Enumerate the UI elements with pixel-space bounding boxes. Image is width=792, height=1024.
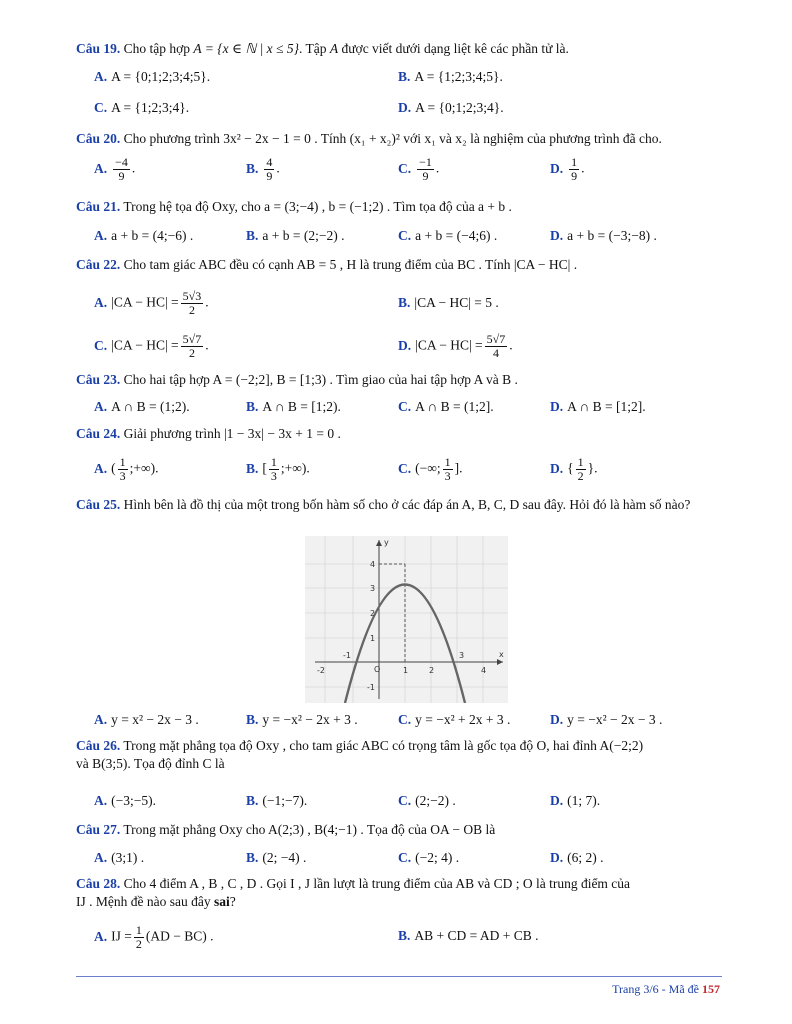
answer-option[interactable]: B. (2; −4) . bbox=[246, 850, 307, 865]
answer-option[interactable]: D. $\frac{1}{9}$ . bbox=[550, 155, 585, 183]
answer-option[interactable]: C. |CA − HC| = $\frac{5√7}{2}$ . bbox=[94, 332, 209, 360]
answer-option[interactable]: A. a + b = (4;−6) . bbox=[94, 228, 194, 243]
svg-text:1: 1 bbox=[403, 666, 409, 675]
question-28: Câu 28. Cho 4 điểm A , B , C , D . Gọi I , J lần lượt là trung điểm của AB và CD ; O là trung điểm của IJ . Mệnh đề nào sau đây sai? bbox=[76, 876, 631, 909]
question-number: Câu 27. bbox=[76, 822, 121, 837]
answer-option[interactable]: B. $\frac{4}{9}$ . bbox=[246, 155, 280, 183]
question-27 bbox=[76, 821, 726, 839]
question-21 bbox=[76, 198, 726, 216]
question-number: Câu 26. bbox=[76, 738, 121, 753]
question-23 bbox=[76, 371, 726, 389]
answer-option[interactable]: A. y = x² − 2x − 3 . bbox=[94, 712, 199, 727]
y-axis-label: y bbox=[384, 538, 389, 547]
origin-label: O bbox=[374, 665, 381, 674]
question-number: Câu 20. bbox=[76, 131, 121, 146]
svg-text:2: 2 bbox=[429, 666, 435, 675]
svg-text:4: 4 bbox=[481, 666, 487, 675]
answer-option[interactable]: D. (1; 7). bbox=[550, 793, 601, 808]
svg-text:-1: -1 bbox=[367, 683, 375, 692]
svg-text:-2: -2 bbox=[317, 666, 325, 675]
question-number: Câu 23. bbox=[76, 372, 121, 387]
svg-text:3: 3 bbox=[459, 651, 465, 660]
question-25 bbox=[76, 496, 726, 514]
answer-option[interactable]: C. (−∞; $\frac{1}{3}$ ]. bbox=[398, 455, 463, 483]
answer-option[interactable]: C. $\frac{-1}{9}$ . bbox=[398, 155, 440, 183]
answer-option[interactable]: B. (−1;−7). bbox=[246, 793, 308, 808]
page-footer: Trang 3/6 - Mã đề 157 bbox=[612, 982, 720, 996]
question-24 bbox=[76, 425, 726, 443]
answer-option[interactable]: B. [ $\frac{1}{3}$ ;+∞). bbox=[246, 455, 310, 483]
question-stem: Cho 4 điểm A , B , C , D . Gọi I , J lần lượt là trung điểm của AB và CD ; O là trung điểm của bbox=[123, 876, 631, 891]
answer-option[interactable]: B. a + b = (2;−2) . bbox=[246, 228, 345, 243]
question-number: Câu 28. bbox=[76, 876, 121, 891]
answer-option[interactable]: D. A ∩ B = [1;2]. bbox=[550, 399, 646, 414]
svg-text:3: 3 bbox=[370, 584, 376, 593]
footer-divider bbox=[76, 976, 722, 977]
question-26: Câu 26. Trong mặt phẳng tọa độ Oxy , cho tam giác ABC có trọng tâm là gốc tọa độ O, hai đỉnh A(−2;2) và B(3;5). Tọa độ đỉnh C là bbox=[76, 738, 644, 771]
question-stem: Cho tập hợp bbox=[123, 41, 191, 56]
answer-option[interactable]: A. $\frac{-4}{9}$ . bbox=[94, 155, 136, 183]
answer-option[interactable]: C. (2;−2) . bbox=[398, 793, 456, 808]
answer-option[interactable]: A. IJ = $\frac{1}{2}$ (AD − BC) . bbox=[94, 923, 214, 951]
answer-option[interactable]: A. |CA − HC| = $\frac{5√3}{2}$ . bbox=[94, 289, 209, 317]
answer-option[interactable]: D. y = −x² − 2x − 3 . bbox=[550, 712, 663, 727]
question-19: Câu 19. Cho tập hợp A = {x ∈ ℕ | x ≤ 5}. Tập A được viết dưới dạng liệt kê các phần tử là. bbox=[76, 41, 569, 56]
answer-option[interactable]: D. |CA − HC| = $\frac{5√7}{4}$ . bbox=[398, 332, 513, 360]
answer-option[interactable]: B. A = {1;2;3;4;5}. bbox=[398, 69, 503, 84]
question-stem: Cho tam giác ABC đều có cạnh AB = 5 , H là trung điểm của BC . Tính |CA − HC| . bbox=[123, 257, 578, 272]
question-number: Câu 22. bbox=[76, 257, 121, 272]
question-number: Câu 21. bbox=[76, 199, 121, 214]
svg-text:4: 4 bbox=[370, 560, 376, 569]
answer-option[interactable]: D. { $\frac{1}{2}$ }. bbox=[550, 455, 598, 483]
question-22 bbox=[76, 256, 726, 274]
answer-option[interactable]: C. A ∩ B = (1;2]. bbox=[398, 399, 494, 414]
answer-option[interactable]: C. (−2; 4) . bbox=[398, 850, 460, 865]
answer-option[interactable]: C. a + b = (−4;6) . bbox=[398, 228, 498, 243]
answer-option[interactable]: B. AB + CD = AD + CB . bbox=[398, 928, 539, 943]
question-stem: Giải phương trình |1 − 3x| − 3x + 1 = 0 . bbox=[123, 426, 341, 441]
answer-option[interactable]: B. y = −x² − 2x + 3 . bbox=[246, 712, 358, 727]
question-20 bbox=[76, 130, 726, 148]
parabola-graph bbox=[305, 536, 508, 703]
answer-option[interactable]: A. (−3;−5). bbox=[94, 793, 156, 808]
answer-option[interactable]: A. (3;1) . bbox=[94, 850, 145, 865]
question-number: Câu 19. bbox=[76, 41, 121, 56]
question-number: Câu 24. bbox=[76, 426, 121, 441]
svg-text:-1: -1 bbox=[343, 651, 351, 660]
question-number: Câu 25. bbox=[76, 497, 121, 512]
answer-option[interactable]: C. A = {1;2;3;4}. bbox=[94, 100, 190, 115]
question-stem: Trong hệ tọa độ Oxy, cho a = (3;−4) , b = (−1;2) . Tìm tọa độ của a + b . bbox=[123, 199, 512, 214]
question-stem: Hình bên là đồ thị của một trong bốn hàm số cho ở các đáp án A, B, C, D sau đây. Hỏi đó là hàm số nào? bbox=[123, 497, 691, 512]
question-stem: Trong mặt phẳng Oxy cho A(2;3) , B(4;−1) . Tọa độ của OA − OB là bbox=[123, 822, 496, 837]
svg-text:2: 2 bbox=[370, 609, 376, 618]
question-stem: Cho phương trình 3x² − 2x − 1 = 0 . Tính (x₁ + x₂)² với x₁ và x₂ là nghiệm của phương trình đã cho. bbox=[123, 131, 662, 146]
answer-option[interactable]: B. |CA − HC| = 5 . bbox=[398, 295, 499, 310]
answer-option[interactable]: A. A = {0;1;2;3;4;5}. bbox=[94, 69, 211, 84]
set-definition: A = {x ∈ ℕ | x ≤ 5} bbox=[193, 41, 299, 56]
x-axis-label: x bbox=[499, 650, 504, 659]
answer-option[interactable]: D. (6; 2) . bbox=[550, 850, 604, 865]
answer-option[interactable]: A. ( $\frac{1}{3}$ ;+∞). bbox=[94, 455, 159, 483]
question-stem: Cho hai tập hợp A = (−2;2], B = [1;3) . Tìm giao của hai tập hợp A và B . bbox=[123, 372, 518, 387]
exam-code: 157 bbox=[702, 982, 720, 996]
svg-text:1: 1 bbox=[370, 634, 376, 643]
answer-option[interactable]: D. A = {0;1;2;3;4}. bbox=[398, 100, 504, 115]
answer-option[interactable]: C. y = −x² + 2x + 3 . bbox=[398, 712, 511, 727]
answer-option[interactable]: A. A ∩ B = (1;2). bbox=[94, 399, 190, 414]
answer-option[interactable]: B. A ∩ B = [1;2). bbox=[246, 399, 341, 414]
question-stem: Trong mặt phẳng tọa độ Oxy , cho tam giác ABC có trọng tâm là gốc tọa độ O, hai đỉnh A(−2;2) bbox=[123, 738, 644, 753]
answer-option[interactable]: D. a + b = (−3;−8) . bbox=[550, 228, 657, 243]
